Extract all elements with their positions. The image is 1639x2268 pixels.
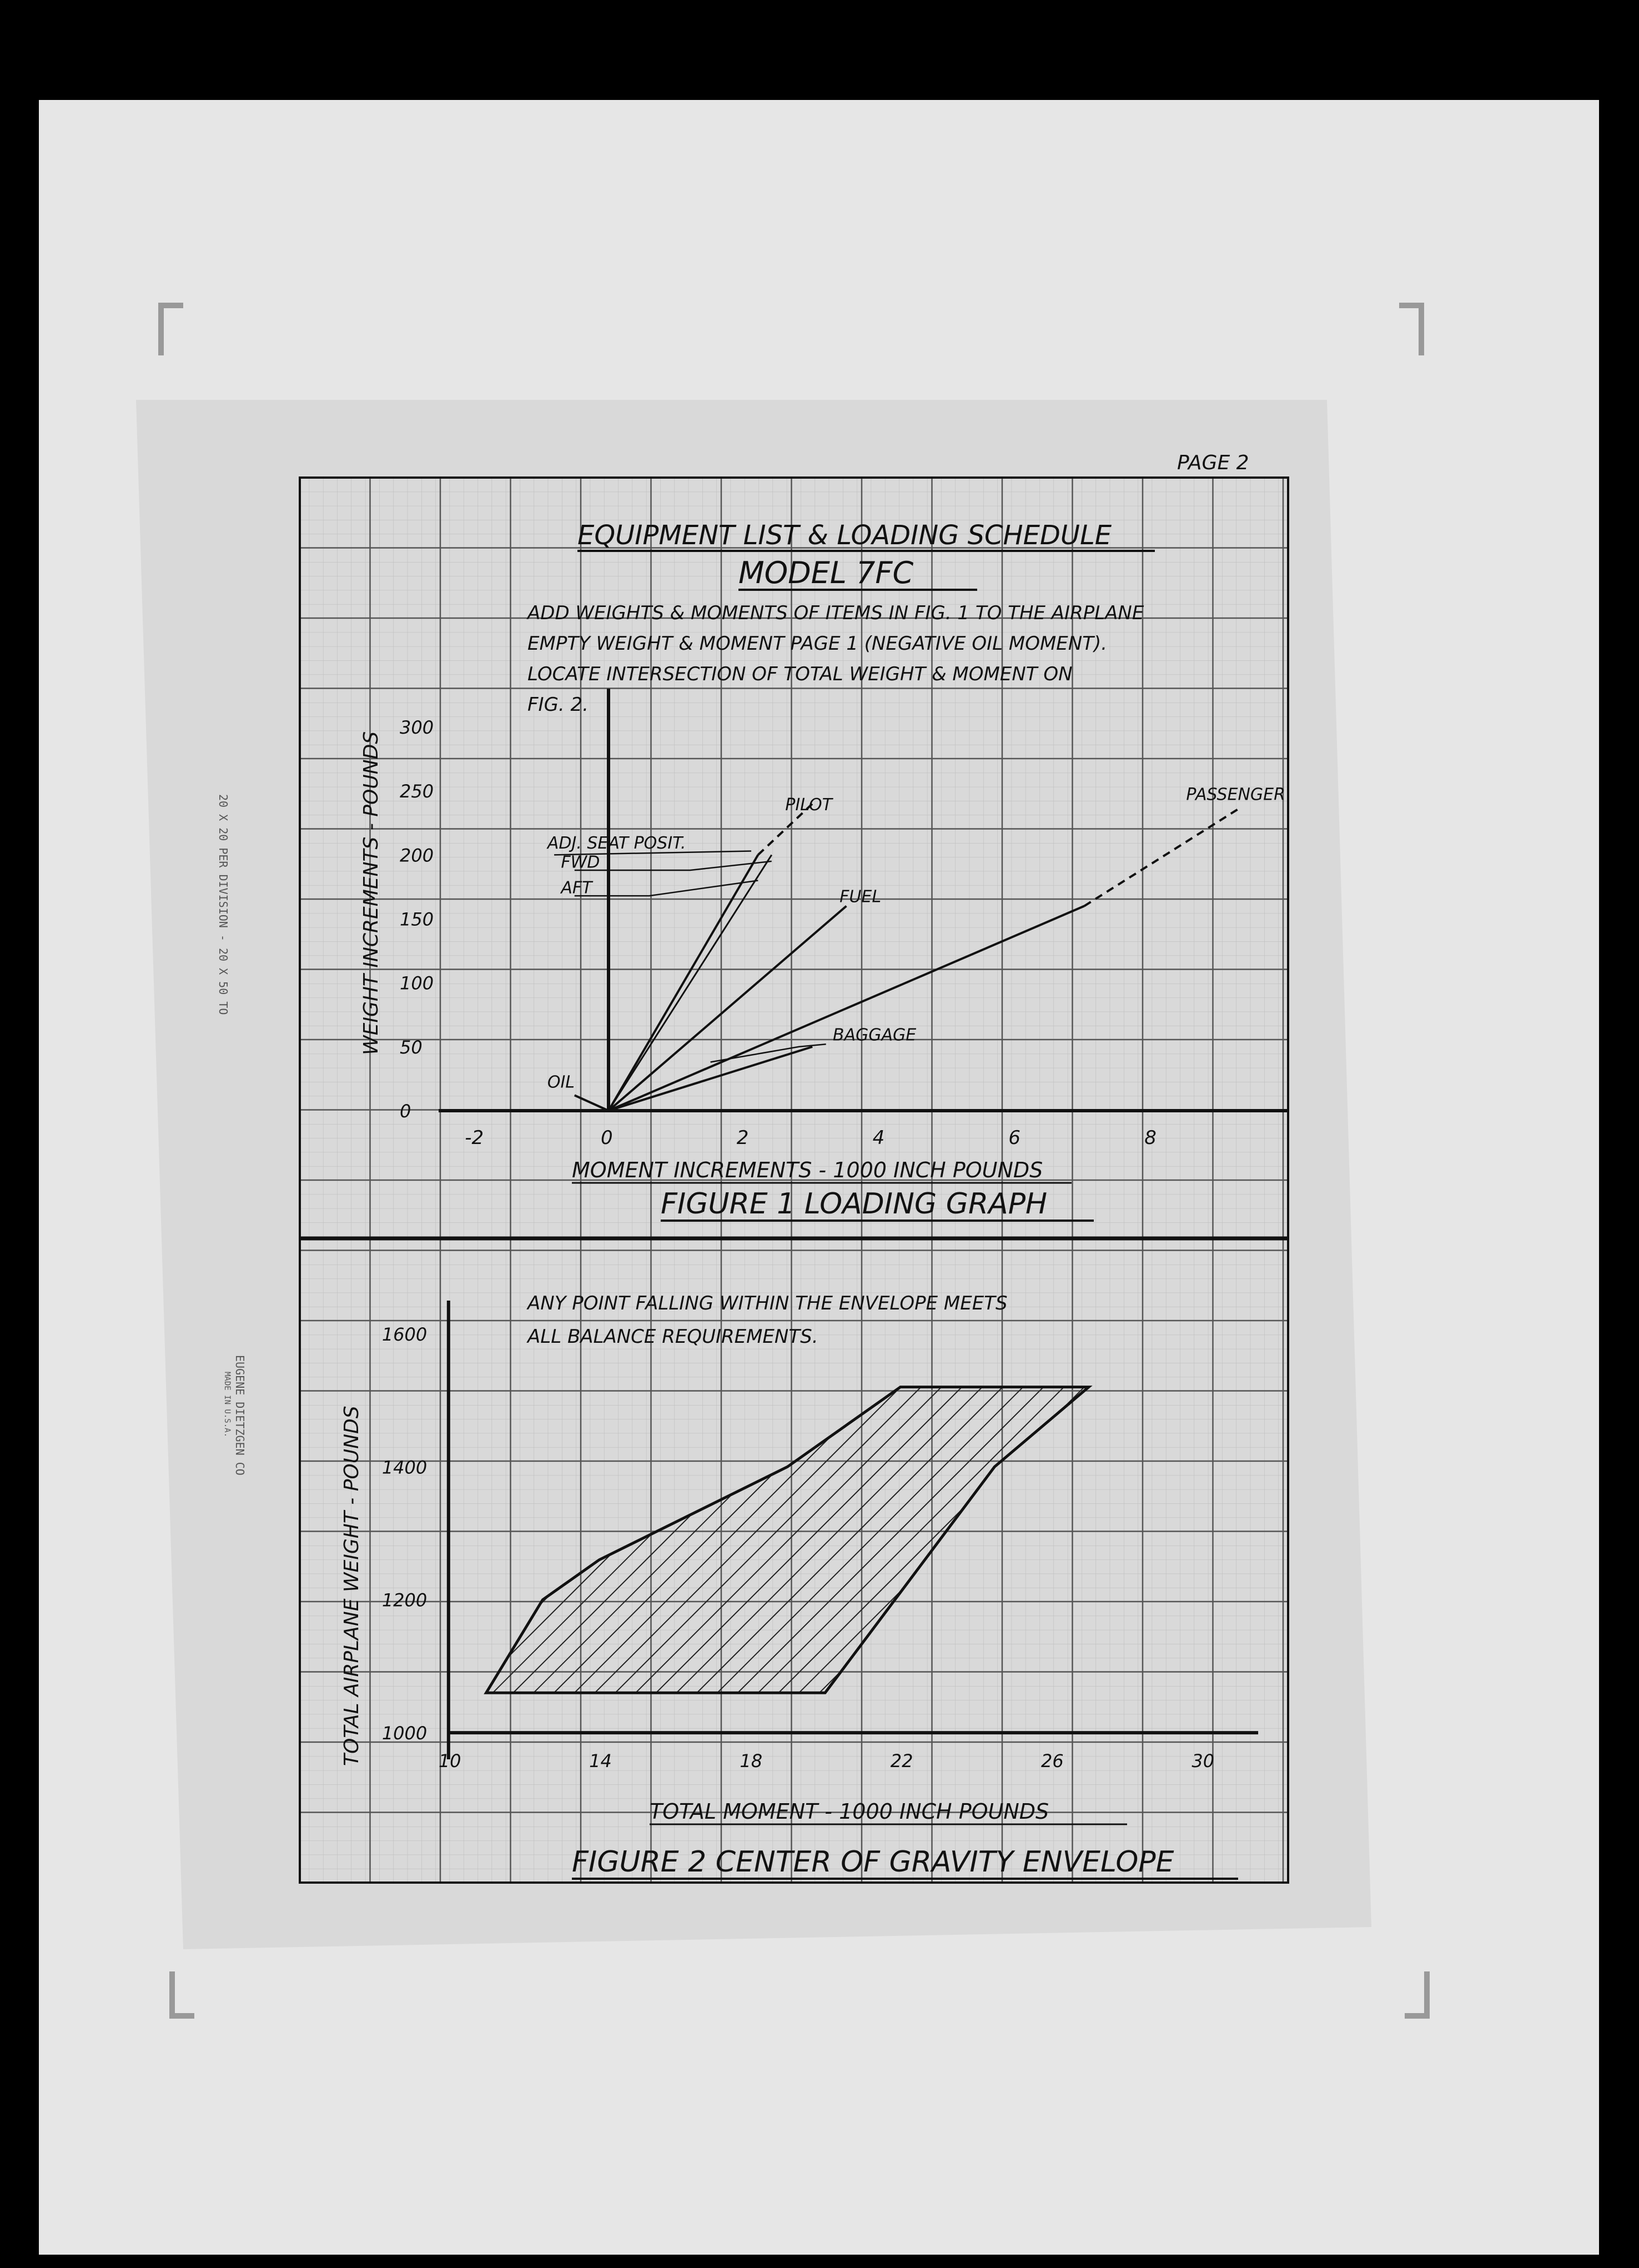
x-tick-label: 30 (1191, 1750, 1215, 1772)
x-tick-label: 26 (1041, 1750, 1064, 1772)
figure-2-note-line-1: ANY POINT FALLING WITHIN THE ENVELOPE MEETS (527, 1292, 1008, 1314)
figure-2-ylabel: TOTAL AIRPLANE WEIGHT - POUNDS (340, 1406, 363, 1766)
x-tick-label: 22 (890, 1750, 913, 1772)
figure-2-note-line-2: ALL BALANCE REQUIREMENTS. (527, 1326, 818, 1348)
x-tick-label: 6 (1008, 1127, 1021, 1149)
y-tick-label: 0 (400, 1101, 411, 1122)
figure-1-xlabel: MOMENT INCREMENTS - 1000 INCH POUNDS (572, 1158, 1043, 1182)
x-tick-label: 4 (872, 1127, 885, 1149)
annotation-label: FWD (561, 852, 600, 872)
x-tick-label: 8 (1144, 1127, 1157, 1149)
y-tick-label: 200 (400, 845, 434, 866)
y-tick-label: 100 (400, 972, 434, 994)
annotation-label: FUEL (839, 887, 882, 907)
y-tick-label: 250 (400, 781, 434, 802)
y-tick-label: 1400 (381, 1457, 428, 1478)
margin-text-top: 20 X 20 PER DIVISION - 20 X 50 TO (217, 794, 230, 1015)
x-tick-label: 14 (589, 1750, 612, 1772)
y-tick-label: 1200 (381, 1589, 428, 1611)
document-title: EQUIPMENT LIST & LOADING SCHEDULE (577, 520, 1112, 551)
annotation-label: ADJ. SEAT POSIT. (547, 833, 686, 853)
figure-1-title: FIGURE 1 LOADING GRAPH (661, 1187, 1048, 1221)
instruction-line-4: FIG. 2. (527, 694, 589, 716)
x-tick-label: 18 (740, 1750, 763, 1772)
y-tick-label: 150 (400, 909, 434, 930)
annotation-label: AFT (561, 878, 592, 898)
x-tick-label: 0 (601, 1127, 613, 1149)
page-label: PAGE 2 (1177, 451, 1249, 474)
instruction-line-2: EMPTY WEIGHT & MOMENT PAGE 1 (NEGATIVE OIL MOMENT). (527, 633, 1108, 655)
y-tick-label: 1000 (381, 1723, 428, 1744)
annotation-label: PASSENGER (1186, 785, 1285, 805)
x-tick-label: -2 (465, 1127, 484, 1149)
x-tick-label: 2 (736, 1127, 749, 1149)
annotation-label: BAGGAGE (832, 1025, 917, 1045)
instruction-line-3: LOCATE INTERSECTION OF TOTAL WEIGHT & MOMENT ON (527, 663, 1073, 685)
y-tick-label: 1600 (381, 1323, 428, 1345)
margin-text-bottom: EUGENE DIETZGEN CO (233, 1355, 247, 1476)
y-tick-label: 50 (400, 1036, 423, 1058)
figure-1-ylabel: WEIGHT INCREMENTS - POUNDS (360, 731, 383, 1055)
x-tick-label: 10 (438, 1750, 461, 1772)
y-tick-label: 300 (400, 717, 434, 739)
model-title: MODEL 7FC (738, 555, 914, 590)
annotation-label: PILOT (785, 795, 832, 815)
annotation-label: OIL (547, 1072, 575, 1092)
figure-2-title: FIGURE 2 CENTER OF GRAVITY ENVELOPE (572, 1845, 1174, 1879)
figure-2-xlabel: TOTAL MOMENT - 1000 INCH POUNDS (650, 1799, 1049, 1824)
instruction-line-1: ADD WEIGHTS & MOMENTS OF ITEMS IN FIG. 1 TO THE AIRPLANE (527, 602, 1144, 624)
margin-text-bottom-small: MADE IN U.S.A. (223, 1372, 232, 1438)
